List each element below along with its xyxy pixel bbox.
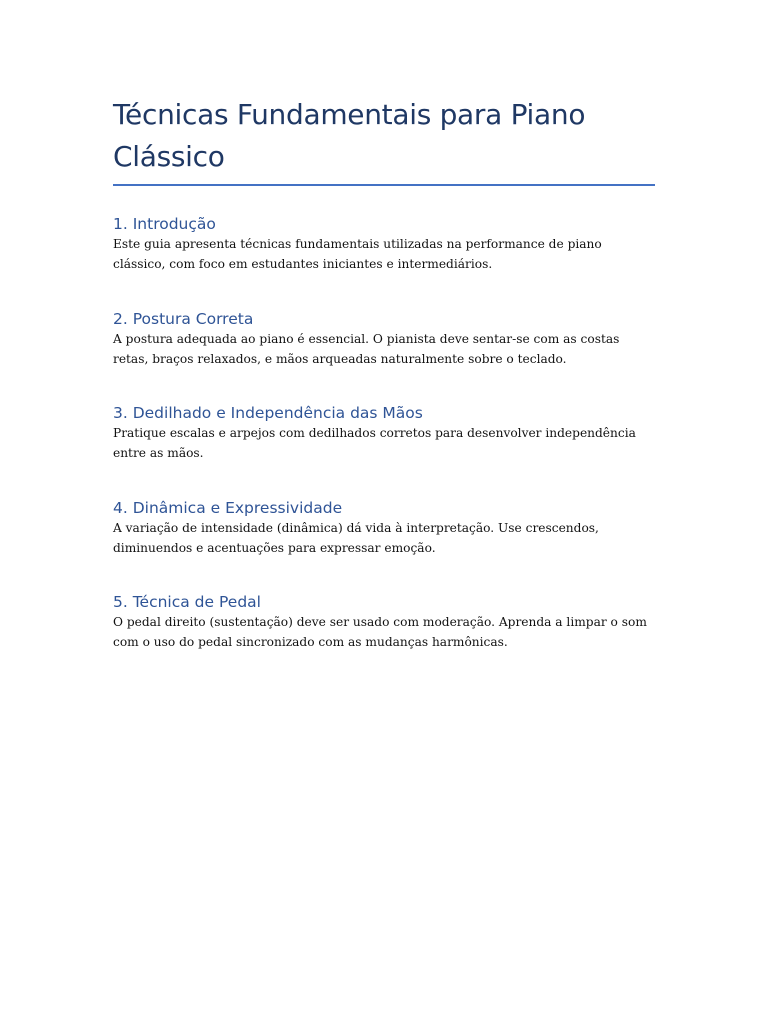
section-paragraph: Pratique escalas e arpejos com dedilhados corretos para desenvolver independência entre as mãos.	[113, 426, 636, 460]
section-paragraph: A postura adequada ao piano é essencial. O pianista deve sentar-se com as costas retas, braços relaxados, e mãos arqueadas naturalmente sobre o teclado.	[113, 332, 620, 366]
document-page	[113, 94, 655, 649]
section-heading: 4. Dinâmica e Expressividade	[113, 499, 343, 517]
section-heading: 3. Dedilhado e Independência das Mãos	[113, 404, 423, 422]
section-paragraph: A variação de intensidade (dinâmica) dá vida à interpretação. Use crescendos, diminuendos e acentuações para expressar emoção.	[113, 521, 599, 555]
section-heading: 5. Técnica de Pedal	[113, 593, 261, 611]
section-paragraph: O pedal direito (sustentação) deve ser usado com moderação. Aprenda a limpar o som com o uso do pedal sincronizado com as mudanças harmônicas.	[113, 615, 647, 649]
section-tecnica-de-pedal	[113, 592, 655, 652]
section-postura-correta	[113, 309, 655, 369]
section-paragraph: Este guia apresenta técnicas fundamentais utilizadas na performance de piano clássico, com foco em estudantes iniciantes e intermediários.	[113, 237, 602, 271]
section-introducao	[113, 214, 655, 274]
section-heading: 2. Postura Correta	[113, 310, 254, 328]
section-heading: 1. Introdução	[113, 215, 216, 233]
document-title: Técnicas Fundamentais para Piano Clássico	[113, 94, 655, 186]
section-dinamica	[113, 498, 655, 558]
section-dedilhado	[113, 403, 655, 463]
